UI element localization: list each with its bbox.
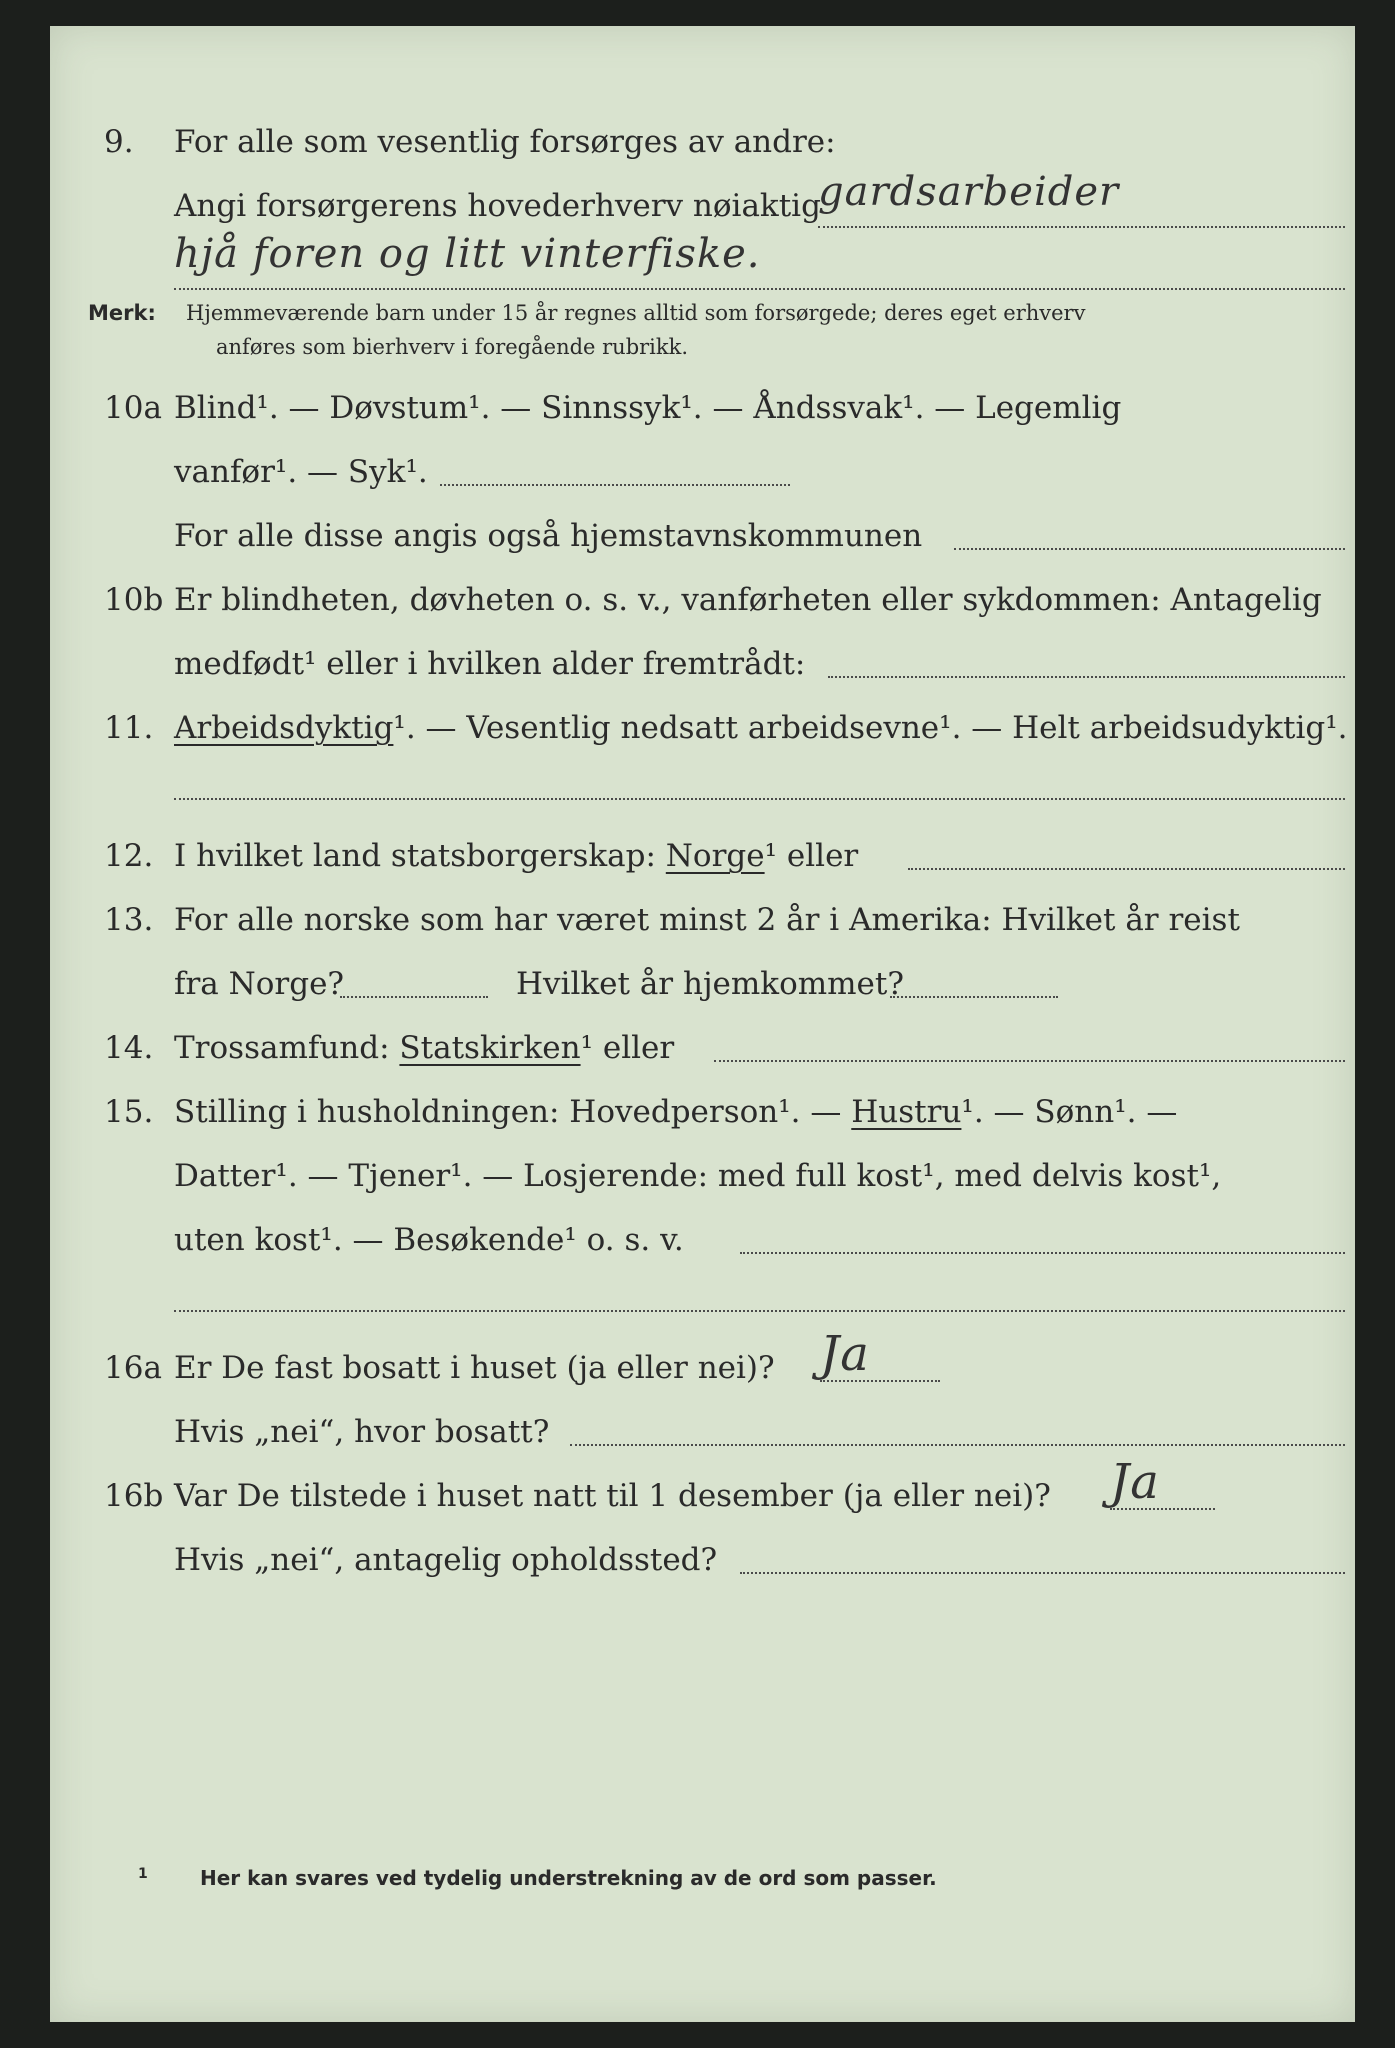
handwritten-answer: Ja — [820, 1326, 870, 1382]
question-text: For alle disse angis også hjemstavnskommunen — [174, 518, 923, 554]
underlined-answer: Hustru — [851, 1094, 962, 1130]
note-label: Merk: — [88, 301, 156, 325]
question-number: 16b — [104, 1478, 164, 1514]
question-number: 15. — [104, 1094, 154, 1130]
note-line2 — [50, 332, 1355, 396]
question-number: 10a — [104, 390, 162, 426]
question-11-line2 — [50, 772, 1355, 836]
handwritten-answer: gardsarbeider — [818, 169, 1120, 215]
question-text: vanfør¹. — Syk¹. — [174, 454, 428, 490]
question-10a-line3 — [50, 516, 1355, 580]
question-15 — [50, 1092, 1355, 1156]
question-13 — [50, 900, 1355, 964]
answer-line — [1110, 1508, 1215, 1510]
question-12 — [50, 836, 1355, 900]
handwritten-answer: Ja — [1110, 1454, 1160, 1510]
footnote-text: Her kan svares ved tydelig understrekning av de ord som passer. — [200, 1866, 937, 1890]
answer-line — [440, 484, 790, 486]
question-text — [174, 1092, 1177, 1132]
question-number: 12. — [104, 838, 154, 874]
answer-line — [570, 1444, 1345, 1446]
note-text: anføres som bierhverv i foregående rubrikk. — [216, 335, 689, 359]
answer-line — [340, 996, 488, 998]
question-text-post: ¹ eller — [580, 1030, 675, 1066]
question-number: 10b — [104, 582, 164, 618]
underlined-answer: Statskirken — [399, 1030, 581, 1066]
answer-line — [828, 676, 1345, 678]
question-text: For alle som vesentlig forsørges av andre: — [174, 124, 836, 160]
question-10b-line2 — [50, 644, 1355, 708]
question-number: 11. — [104, 710, 154, 746]
question-text — [174, 1028, 674, 1068]
question-text: Er De fast bosatt i huset (ja eller nei)? — [174, 1350, 775, 1386]
question-text: Datter¹. — Tjener¹. — Losjerende: med full kost¹, med delvis kost¹, — [174, 1158, 1222, 1194]
answer-line — [174, 1310, 1345, 1312]
underlined-answer: Arbeidsdyktig — [174, 710, 394, 746]
question-10a — [50, 388, 1355, 452]
question-number: 9. — [104, 124, 134, 160]
answer-line — [174, 288, 1345, 290]
question-text: medfødt¹ eller i hvilken alder fremtrådt: — [174, 646, 806, 682]
question-text: Blind¹. — Døvstum¹. — Sinnssyk¹. — Åndssvak¹. — Legemlig — [174, 390, 1122, 426]
question-text: uten kost¹. — Besøkende¹ o. s. v. — [174, 1222, 684, 1258]
question-13-line2 — [50, 964, 1355, 1028]
handwritten-answer: hjå foren og litt vinterfiske. — [174, 231, 761, 277]
question-text: Er blindheten, døvheten o. s. v., vanførheten eller sykdommen: Antagelig — [174, 582, 1322, 618]
answer-line — [954, 548, 1345, 550]
answer-line — [740, 1252, 1345, 1254]
question-10b — [50, 580, 1355, 644]
question-15-line3 — [50, 1220, 1355, 1284]
question-16b-line2 — [50, 1540, 1355, 1604]
question-text: Hvis „nei“, antagelig opholdssted? — [174, 1542, 718, 1578]
question-11 — [50, 708, 1355, 772]
answer-line — [890, 996, 1058, 998]
question-9 — [50, 122, 1355, 186]
answer-line — [820, 1380, 940, 1382]
question-text-post: ¹ eller — [764, 838, 859, 874]
question-16a — [50, 1326, 1355, 1412]
question-text-pre: Trossamfund: — [174, 1030, 390, 1066]
question-text-rest: ¹. — Vesentlig nedsatt arbeidsevne¹. — Helt arbeidsudyktig¹. — [393, 710, 1348, 746]
question-15-line2 — [50, 1156, 1355, 1220]
question-text: Hvilket år hjemkommet? — [516, 966, 904, 1002]
question-10a-line2 — [50, 452, 1355, 516]
answer-line — [818, 226, 1345, 228]
question-text — [174, 836, 858, 876]
question-16b — [50, 1454, 1355, 1540]
footnote-mark: 1 — [138, 1866, 148, 1882]
question-14 — [50, 1028, 1355, 1092]
question-number: 13. — [104, 902, 154, 938]
question-text — [174, 708, 1348, 748]
question-text-pre: Stilling i husholdningen: Hovedperson¹. — — [174, 1094, 842, 1130]
question-15-line4 — [50, 1284, 1355, 1348]
answer-line — [908, 868, 1345, 870]
underlined-answer: Norge — [665, 838, 765, 874]
question-text: For alle norske som har været minst 2 år i Amerika: Hvilket år reist — [174, 902, 1240, 938]
question-text-pre: I hvilket land statsborgerskap: — [174, 838, 656, 874]
question-text: Angi forsørgerens hovederhverv nøiaktig — [174, 188, 821, 224]
question-text: Hvis „nei“, hvor bosatt? — [174, 1414, 550, 1450]
answer-line — [740, 1572, 1345, 1574]
question-text: fra Norge? — [174, 966, 345, 1002]
question-number: 16a — [104, 1350, 162, 1386]
answer-line — [174, 798, 1345, 800]
answer-line — [714, 1060, 1345, 1062]
note-text: Hjemmeværende barn under 15 år regnes alltid som forsørgede; deres eget erhverv — [186, 301, 1086, 325]
question-text-post: ¹. — Sønn¹. — — [961, 1094, 1178, 1130]
question-text: Var De tilstede i huset natt til 1 desember (ja eller nei)? — [174, 1478, 1051, 1514]
census-form-page — [50, 26, 1355, 2022]
question-number: 14. — [104, 1030, 154, 1066]
